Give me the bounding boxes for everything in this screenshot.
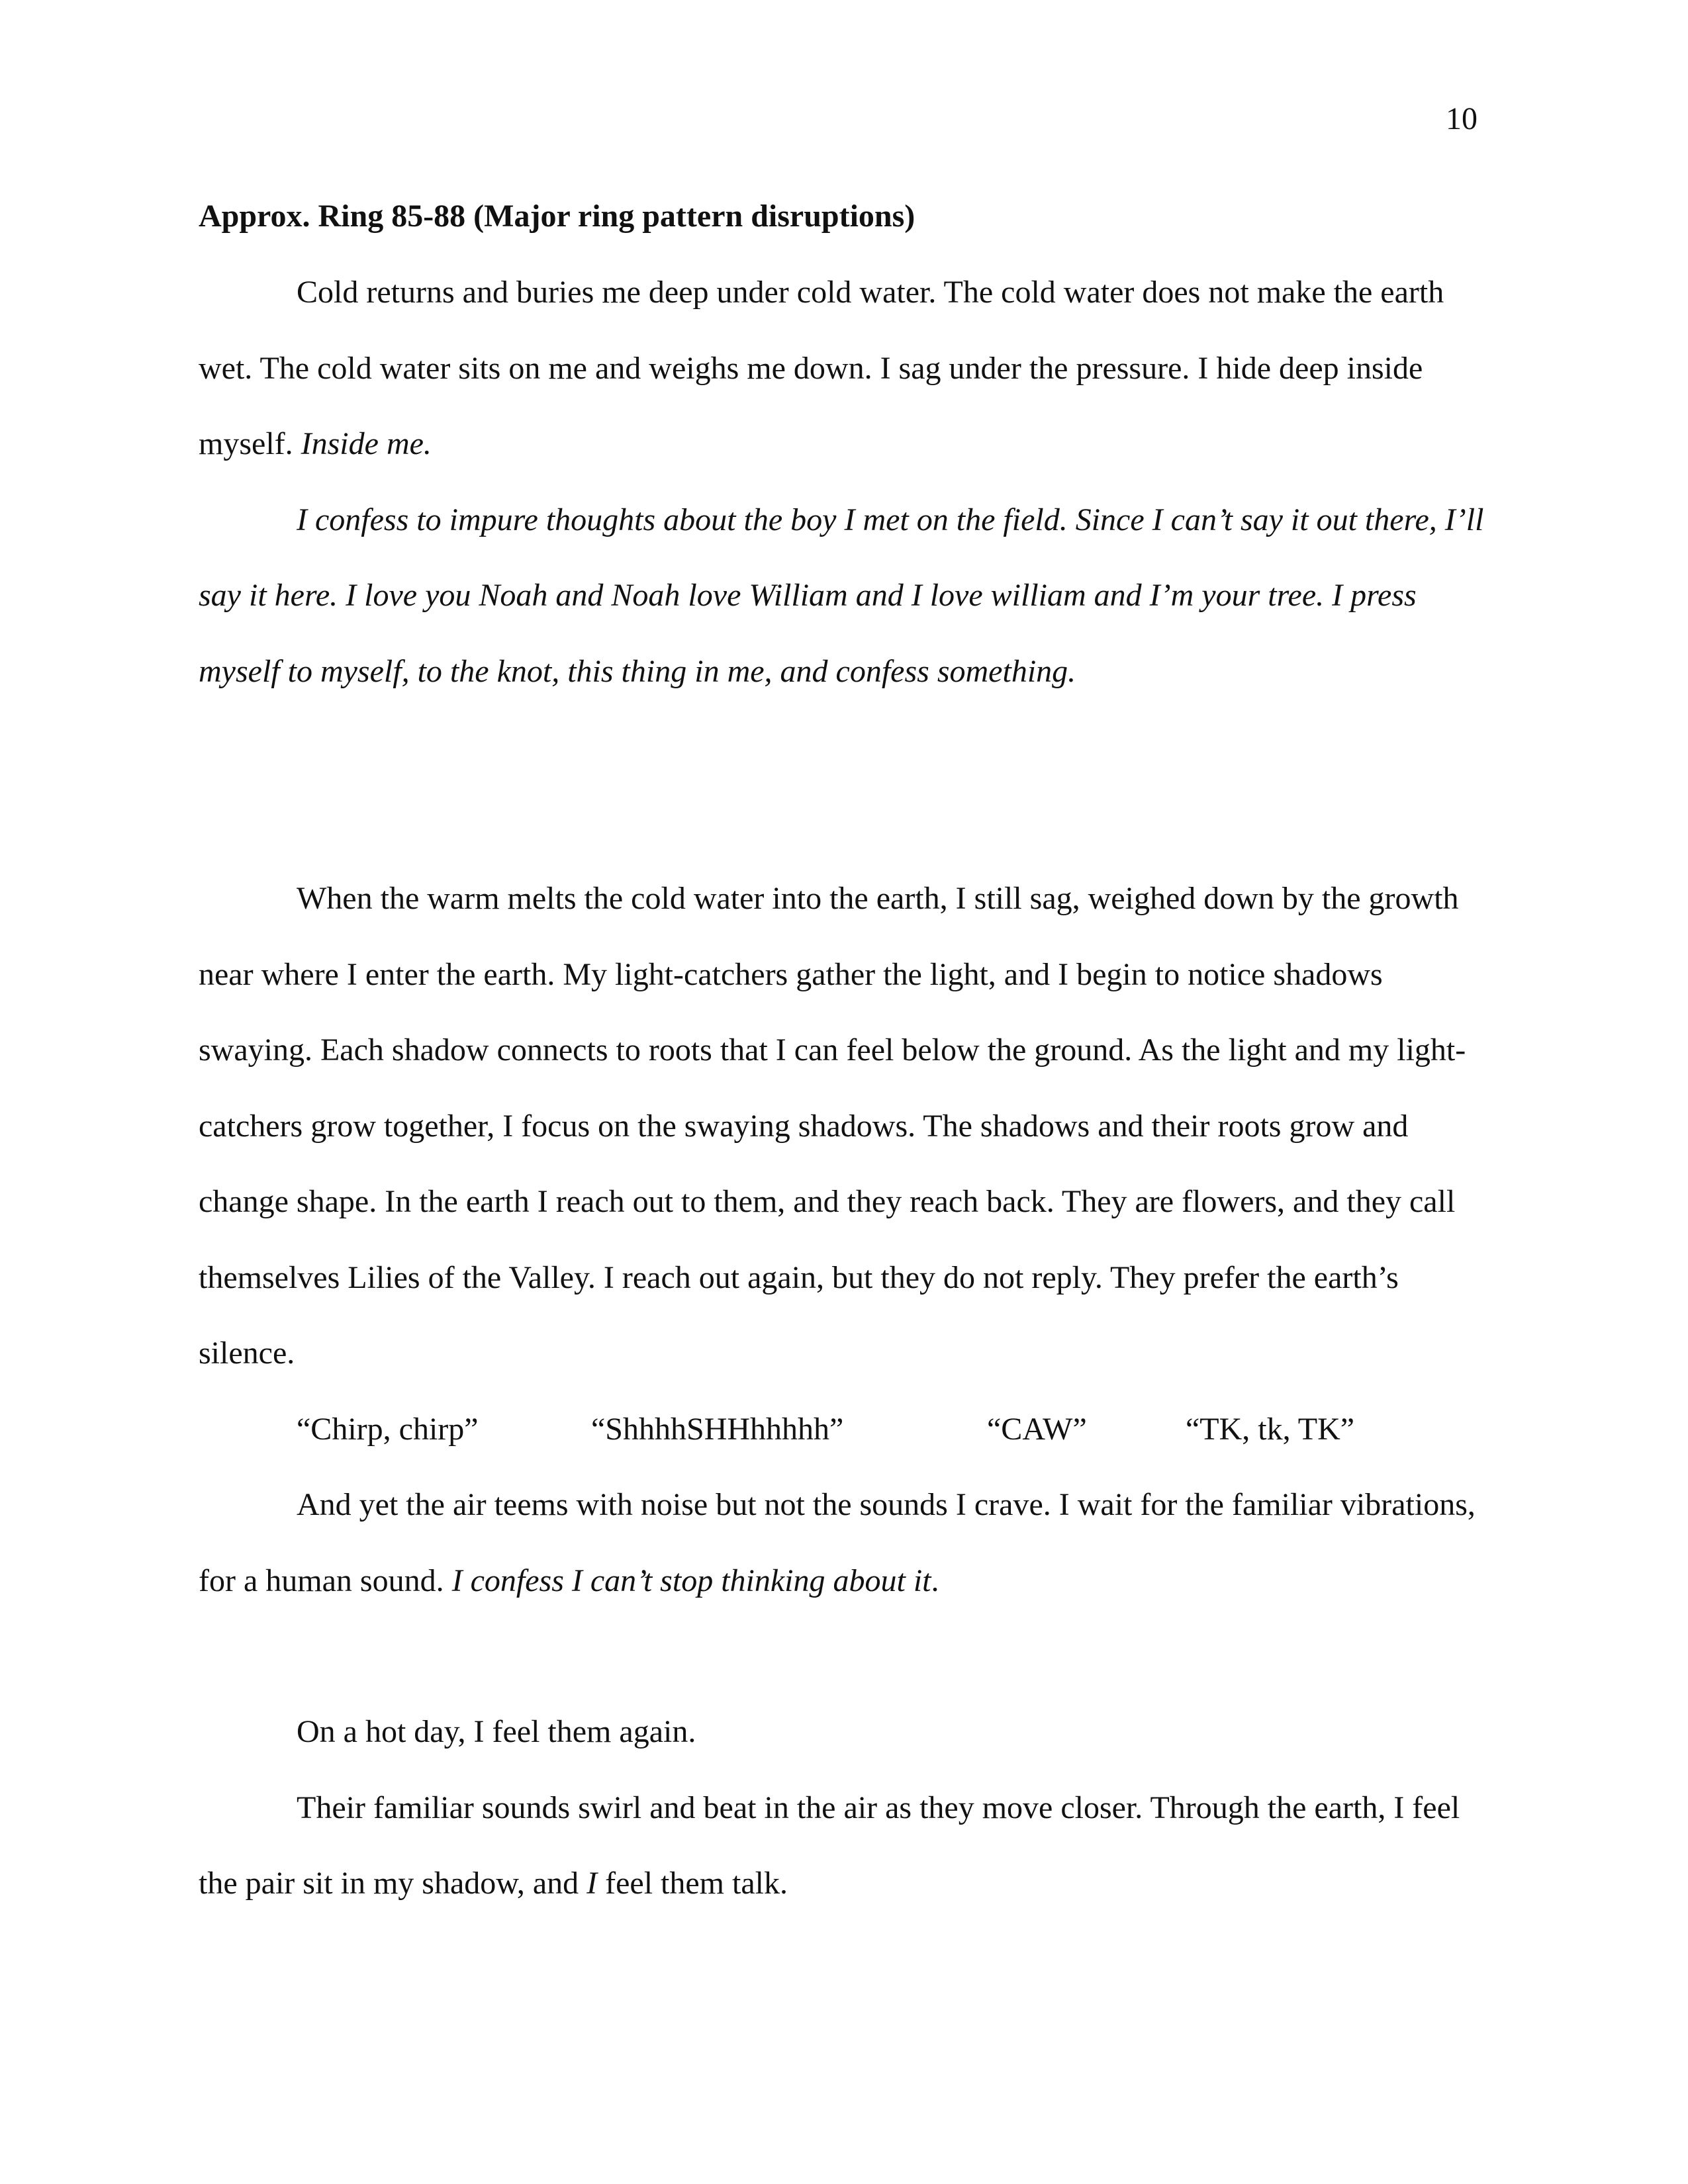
section-3: [199, 1694, 1489, 1922]
section-heading: Approx. Ring 85-88 (Major ring pattern disruptions): [199, 199, 915, 234]
paragraph-warm-melts: When the warm melts the cold water into the earth, I still sag, weighed down by the growth near where I enter the earth. My light-catchers gather the light, and I begin to notice shadows swaying. Each shadow connects to roots that I can feel below the ground. As the light and my light-catchers grow together, I focus on the swaying shadows. The shadows and their roots grow and change shape. In the earth I reach out to them, and they reach back. They are flowers, and they call themselves Lilies of the Valley. I reach out again, but they do not reply. They prefer the earth’s silence.: [199, 881, 1466, 1371]
section-2: [199, 861, 1489, 1619]
sound-shhh: “ShhhhSHHhhhhh”: [591, 1411, 844, 1447]
paragraph-text: And yet the air teems with noise but not the sounds I crave. I wait for the familiar vibrations, for a human sound.: [199, 1487, 1476, 1598]
paragraph-confession: [199, 482, 1489, 710]
paragraph-air-teems: [199, 1467, 1489, 1619]
paragraph-cold-returns: [199, 255, 1489, 482]
sound-chirp: “Chirp, chirp”: [297, 1411, 479, 1447]
section-1: [199, 255, 1489, 709]
paragraph-end: .: [931, 1563, 939, 1598]
italic-paragraph: I confess to impure thoughts about the boy I met on the field. Since I can’t say it out there, I’ll say it here. I love you Noah and Noah love William and I love william and I’m your tree. I press myself to myself, to the knot, this thing in me, and confess something.: [199, 502, 1484, 689]
italic-phrase: I confess I can’t stop thinking about it: [451, 1563, 931, 1598]
paragraph-text-end: feel them talk.: [597, 1866, 788, 1901]
sound-tk: “TK, tk, TK”: [1186, 1411, 1355, 1447]
paragraph-text: Their familiar sounds swirl and beat in the air as they move closer. Through the earth, I feel the pair sit in my shadow, and: [199, 1790, 1460, 1901]
sounds-line: [199, 1392, 1489, 1468]
paragraph-familiar-sounds: [199, 1770, 1489, 1922]
italic-phrase: Inside me.: [301, 426, 432, 461]
paragraph-text: Cold returns and buries me deep under cold water. The cold water does not make the earth wet. The cold water sits on me and weighs me down. I sag under the pressure. I hide deep inside myself.: [199, 275, 1444, 461]
page-number: 10: [1446, 101, 1477, 136]
sound-caw: “CAW”: [987, 1411, 1087, 1447]
italic-word: I: [586, 1866, 598, 1901]
paragraph-hot-day: On a hot day, I feel them again.: [297, 1714, 696, 1749]
